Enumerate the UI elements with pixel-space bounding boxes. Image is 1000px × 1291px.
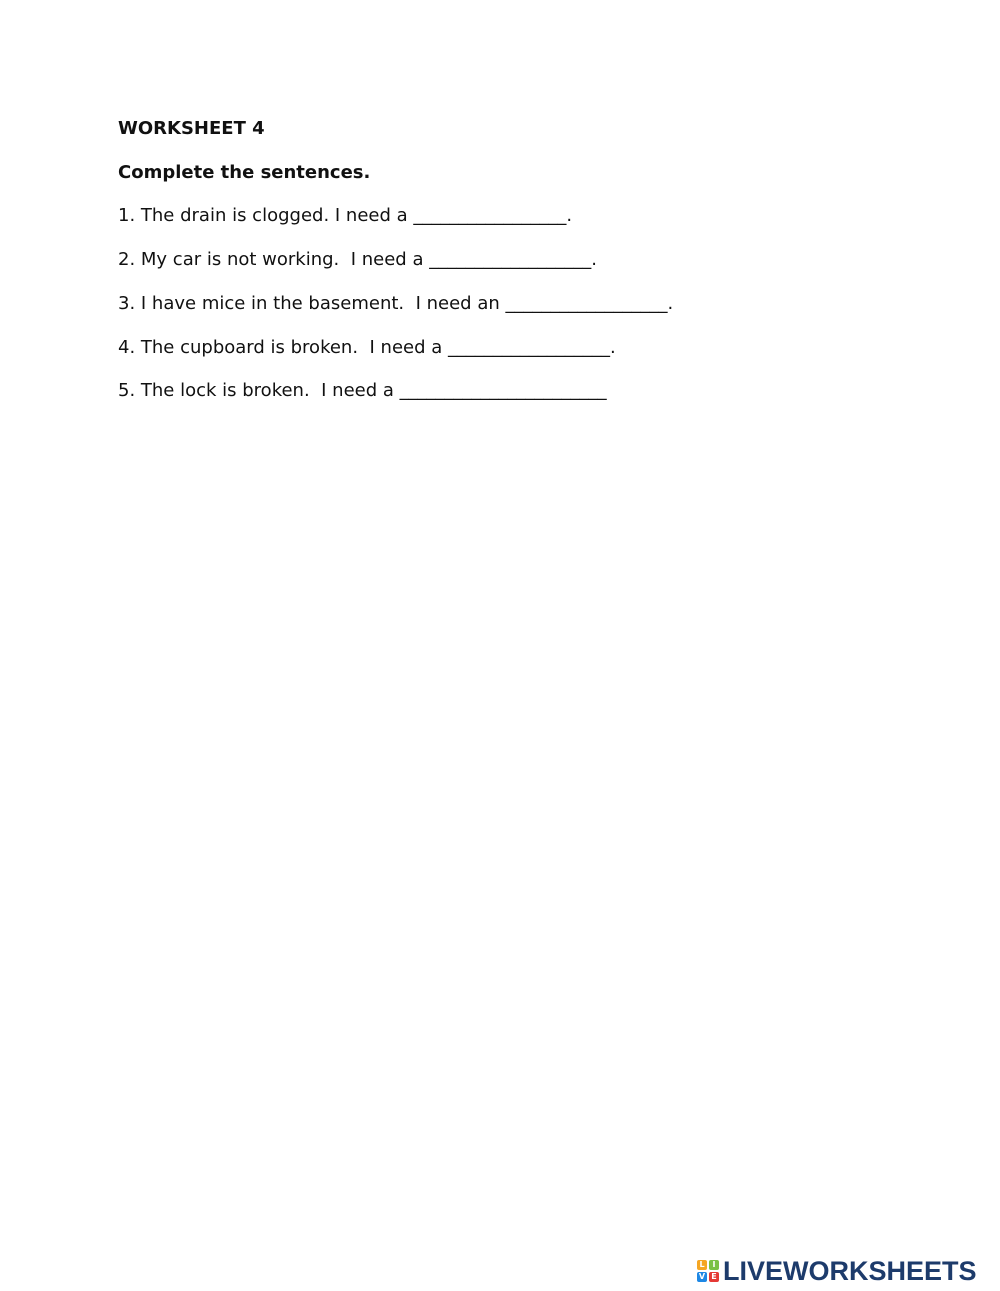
- instructions: Complete the sentences.: [118, 162, 371, 183]
- brand-name: LIVEWORKSHEETS: [723, 1255, 977, 1286]
- sentence-item-3: 3. I have mice in the basement. I need an __________________.: [118, 293, 674, 314]
- logo-block-v: V: [698, 1272, 706, 1281]
- logo-block-e: E: [709, 1272, 719, 1282]
- worksheet-title: WORKSHEET 4: [118, 118, 265, 139]
- logo-block-i: I: [709, 1260, 719, 1270]
- logo-block-l: L: [697, 1260, 707, 1270]
- sentence-item-1: 1. The drain is clogged. I need a _________________.: [118, 205, 573, 226]
- sentence-item-2: 2. My car is not working. I need a __________________.: [118, 249, 597, 270]
- sentence-item-5: 5. The lock is broken. I need a _______________________: [118, 380, 607, 401]
- logo-blocks-icon: [697, 1260, 719, 1282]
- liveworksheets-logo: [697, 1255, 977, 1287]
- sentence-item-4: 4. The cupboard is broken. I need a __________________.: [118, 337, 616, 358]
